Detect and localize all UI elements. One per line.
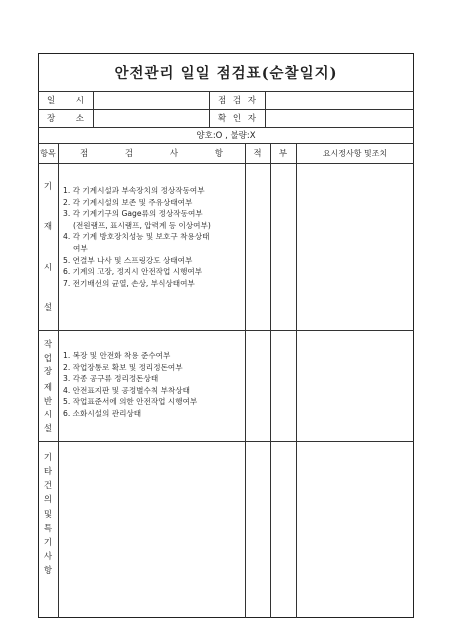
list-item: 5. 연결부 나사 및 스프링강도 상태여부 <box>63 255 193 265</box>
confirmer-label: 확 인 자 <box>218 114 256 124</box>
list-item: 4. 각 기계 방호장치성능 및 보호구 착용상태 <box>63 232 210 242</box>
inspector-field[interactable] <box>265 91 414 109</box>
list-item: (전원램프, 표시램프, 압력계 등 이상여부) <box>73 220 211 230</box>
divider <box>38 330 414 331</box>
place-label: 장 소 <box>47 114 84 124</box>
header-category: 항목 <box>40 148 56 158</box>
divider <box>58 143 59 618</box>
confirmer-field[interactable] <box>265 109 414 127</box>
section-label-remarks: 기 타 건 의 및 특 기 사 항 <box>43 453 53 576</box>
header-suitable: 적 <box>253 149 262 159</box>
equipment-checklist <box>63 185 211 289</box>
list-item: 여부 <box>73 243 88 253</box>
divider <box>270 143 271 618</box>
workplace-checklist <box>63 350 197 420</box>
date-label: 일 시 <box>47 96 84 106</box>
list-item: 5. 작업표준서에 의한 안전작업 시행여부 <box>63 397 198 407</box>
date-field[interactable] <box>93 91 209 109</box>
divider <box>296 143 297 618</box>
section-label-equipment: 기 재 시 설 <box>43 182 53 313</box>
list-item: 6. 기계의 고장, 정지시 안전작업 시행여부 <box>63 267 203 277</box>
divider <box>38 441 414 442</box>
list-item: 1. 각 기계시설과 부속장치의 정상작동여부 <box>63 186 205 195</box>
list-item: 3. 각종 공구류 정리정돈상태 <box>63 374 159 384</box>
list-item: 1. 복장 및 안전화 착용 준수여부 <box>63 351 171 360</box>
list-item: 3. 각 기계기구의 Gage류의 정상작동여부 <box>63 209 203 219</box>
list-item: 6. 소화시설의 관리상태 <box>63 408 142 418</box>
legend: 양호:O , 불량:X <box>196 131 256 141</box>
header-unsuitable: 부 <box>278 149 288 159</box>
list-item: 2. 작업장통로 확보 및 정리정돈여부 <box>63 362 183 372</box>
list-item: 7. 전기배선의 균열, 손상, 부식상태여부 <box>63 278 195 288</box>
list-item: 4. 안전표지판 및 공정별수칙 부착상태 <box>63 385 190 395</box>
header-items: 점 검 사 항 <box>80 149 223 159</box>
section-label-workplace: 작 업 장 제 반 시 설 <box>43 340 53 434</box>
inspector-label: 점 검 자 <box>218 96 256 106</box>
place-field[interactable] <box>93 109 209 127</box>
divider <box>245 143 246 618</box>
form-title: 안전관리 일일 점검표(순찰일지) <box>114 64 338 82</box>
list-item: 2. 각 기계시설의 보존 및 주유상태여부 <box>63 197 193 207</box>
divider <box>38 163 414 164</box>
header-action: 요시정사항 및조치 <box>322 148 388 158</box>
